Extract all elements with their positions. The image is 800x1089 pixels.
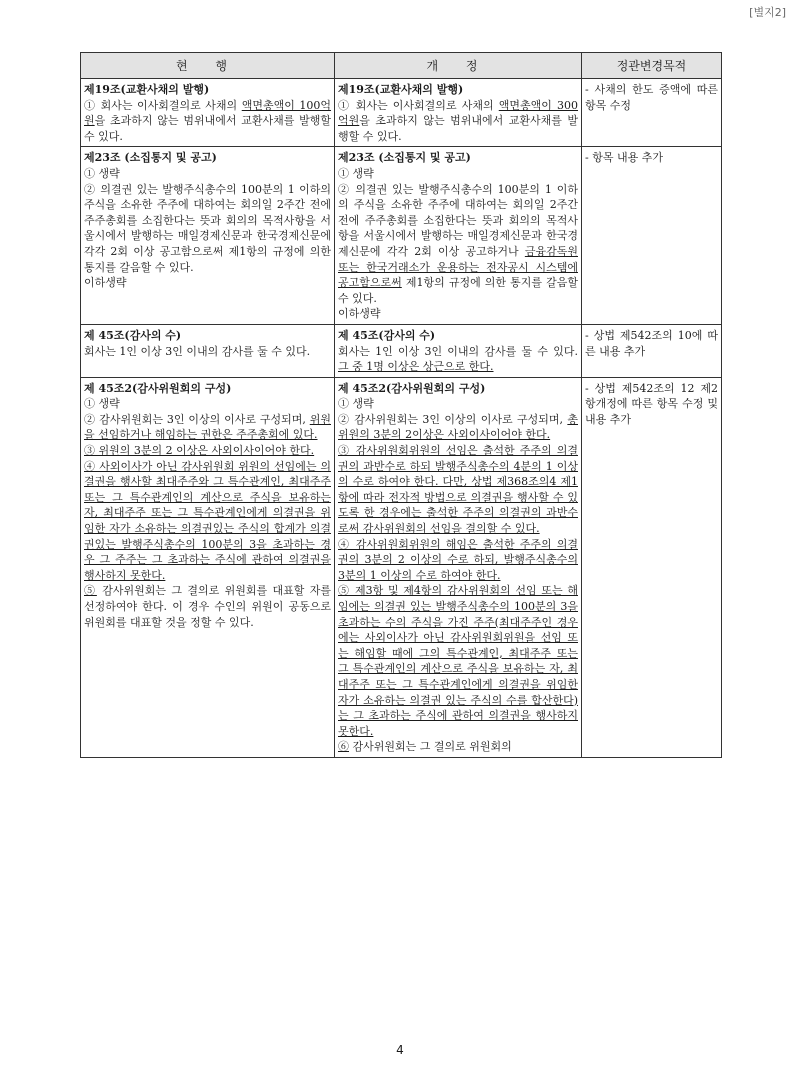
clause: ① 회사는 이사회결의로 사채의 액면총액이 300억원을 초과하지 않는 범위내에서 교환사채를 발행할 수 있다. [338, 98, 579, 143]
table-row [81, 79, 722, 147]
clause: ① 회사는 이사회결의로 사채의 액면총액이 100억원을 초과하지 않는 범위내에서 교환사채를 발행할 수 있다. [84, 98, 332, 143]
table-header-row [81, 53, 722, 79]
current-cell [81, 79, 335, 147]
clause: ② 의결권 있는 발행주식총수의 100분의 1 이하의 주식을 소유한 주주에 대하여는 회의일 2주간 전에 주주총회를 소집한다는 뜻과 회의의 목적사항을 서울시에서 발행하는 매일경제신문과 한국경제신문에 각각 2회 이상 공고함으로써 제1항의 규정에 의한 통지를 갈음할 수 있다. [84, 182, 331, 274]
clause: 이하생략 [338, 307, 381, 321]
clause: ⑤ 제3항 및 제4항의 감사위원회의 선임 또는 해임에는 의결권 있는 발행주식총수의 100분의 3을 초과하는 수의 주식을 가진 주주(최대주주인 경우에는 사외이사가 아닌 감사위원회위원을 선임 또는 해임할 때에 그의 특수관계인, 최대주주 또는 그 특수관계인의 계산으로 주식을 보유하는 자, 최대주주 또는 그 특수관계인에게 의결권을 위임한 자가 소유하는 의결권 있는 주식의 수를 합산한다)는 그 초과하는 주식에 관하여 의결권을 행사하지 못한다. [338, 584, 578, 738]
current-cell [81, 147, 335, 325]
clause: ④ 사외이사가 아닌 감사위원회 위원의 선임에는 의결권을 행사할 최대주주와 그 특수관계인, 최대주주 또는 그 특수관계인의 계산으로 주식을 보유하는 자, 최대주주 또는 그 특수관계인에게 의결권을 위임한 자가 소유하는 의결권있는 주식의 합계가 의결권있는 발행주식총수의 100분의 3을 초과하는 경우 그 주주는 그 초과하는 주식에 관하여 의결권을 행사하지 못한다. [84, 459, 331, 582]
article-title: 제 45조(감사의 수) [338, 328, 436, 342]
header-revised: 개 정 [335, 53, 582, 79]
clause: 이하생략 [84, 276, 127, 290]
current-cell [81, 377, 335, 757]
article-title: 제19조(교환사채의 발행) [338, 83, 464, 96]
revised-cell [335, 324, 582, 377]
page-number: 4 [396, 1043, 404, 1057]
clause: ① 생략 [338, 397, 374, 411]
article-title: 제19조(교환사채의 발행) [84, 83, 210, 96]
clause: 회사는 1인 이상 3인 이내의 감사를 둘 수 있다. 그 중 1명 이상은 상근으로 한다. [338, 344, 578, 374]
clause: ① 생략 [84, 166, 120, 180]
clause: ① 생략 [84, 397, 120, 411]
header-purpose: 정관변경목적 [582, 53, 722, 79]
purpose-cell: - 상법 제542조의 10에 따른 내용 추가 [582, 324, 722, 377]
amendment-comparison-table [80, 52, 722, 758]
clause: ② 의결권 있는 발행주식총수의 100분의 1 이하의 주식을 소유한 주주에 대하여는 회의일 2주간 전에 주주총회를 소집한다는 뜻과 회의의 목적사항을 서울시에서 발행하는 매일경제신문과 한국경제신문에 각각 2회 이상 공고하거나 금융감독원 또는 한국거래소가 운용하는 전자공시 시스템에 공고함으로써 제1항의 규정에 의한 통지를 갈음할 수 있다. [338, 182, 578, 305]
annex-label: [별지2] [749, 6, 786, 19]
current-cell [81, 324, 335, 377]
purpose-cell: - 항목 내용 추가 [582, 147, 722, 325]
clause: ① 생략 [338, 166, 374, 180]
clause: ④ 감사위원회위원의 해임은 출석한 주주의 의결권의 3분의 2 이상의 수로 하되, 발행주식총수의 3분의 1 이상의 수로 하여야 한다. [338, 537, 578, 582]
table-row [81, 324, 722, 377]
article-title: 제 45조2(감사위원회의 구성) [84, 381, 232, 395]
article-title: 제23조 (소집통지 및 공고) [338, 151, 471, 165]
clause: ② 감사위원회는 3인 이상의 이사로 구성되며, 위원을 선임하거나 해임하는 권한은 주주총회에 있다. [84, 412, 331, 442]
purpose-cell: - 사채의 한도 증액에 따른 항목 수정 [582, 79, 722, 147]
clause: ⑥ 감사위원회는 그 결의로 위원회의 [338, 740, 512, 754]
clause: ③ 위원의 3분의 2 이상은 사외이사이어야 한다. [84, 444, 315, 458]
table-row [81, 147, 722, 325]
clause: ③ 감사위원회위원의 선임은 출석한 주주의 의결권의 과반수로 하되 발행주식총수의 4분의 1 이상의 수로 하여야 한다. 다만, 상법 제368조의4 제1항에 따라 전자적 방법으로 의결권을 행사할 수 있도록 한 경우에는 출석한 주주의 의결권의 과반수로써 감사위원회의 선임을 결의할 수 있다. [338, 444, 578, 536]
article-title: 제23조 (소집통지 및 공고) [84, 151, 217, 165]
clause: 회사는 1인 이상 3인 이내의 감사를 둘 수 있다. [84, 344, 311, 358]
revised-cell [335, 147, 582, 325]
revised-cell [335, 79, 582, 147]
article-title: 제 45조(감사의 수) [84, 328, 182, 342]
clause: ⑤ 감사위원회는 그 결의로 위원회를 대표할 자를 선정하여야 한다. 이 경우 수인의 위원이 공동으로 위원회를 대표할 것을 정할 수 있다. [84, 584, 331, 629]
header-current: 현 행 [81, 53, 335, 79]
clause: ② 감사위원회는 3인 이상의 이사로 구성되며, 총 위원의 3분의 2이상은 사외이사이어야 한다. [338, 412, 578, 442]
purpose-cell: - 상법 제542조의 12 제2항개정에 따른 항목 수정 및 내용 추가 [582, 377, 722, 757]
article-title: 제 45조2(감사위원회의 구성) [338, 381, 486, 395]
revised-cell [335, 377, 582, 757]
table-row [81, 377, 722, 757]
